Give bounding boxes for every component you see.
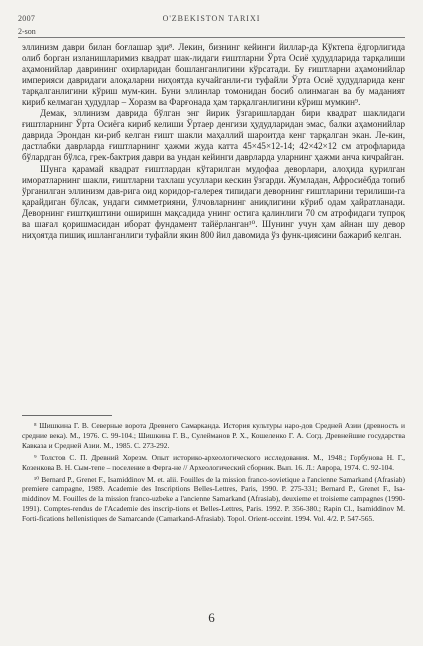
paragraph-1: эллинизм даври билан боғлашар эди⁸. Лекин, бизнинг кейинги йиллар-да Кўктепа ёдгорлигида олиб борган изланишларимиз квадрат шак-лидаги ғиштларни Ўрта Осиё ҳудудларида тарқалиши аҳамонийлар даврининг охирларидан бошланганлигини кўрсатади. Бу ғиштларни аҳамонийлар империяси давридаги алоқаларни ниҳоятда кучайганли-ги туфайли Ўрта Осиё ҳудудларида кенг тарқалганлигини кўриш мум-кин. Буни эллинлар томонидан босиб олинмаган ва бу маданият кириб келмаган ҳудудлар – Хоразм ва Фарғонада ҳам тарқалганлигини кўриш мумкин⁹. xyxy=(22,42,405,108)
header-issue: 2-son xyxy=(18,27,36,36)
header-rule xyxy=(18,37,405,38)
header-year: 2007 xyxy=(18,14,36,23)
header-journal-title: O'ZBEKISTON TARIXI xyxy=(162,14,261,23)
footnotes xyxy=(22,421,405,526)
page-number: 6 xyxy=(208,610,215,625)
footnote-8: ⁸ Шишкина Г. В. Северные ворота Древнего Самарканда. История культуры наро-дов Средней Азии (древность и средние века). М., 1976. С. 99-104.; Шишкина Г. В., Сулейманов Р. Х., Кошеленко Г. А. Согд. Древнейшие государства Кавказа и Средней Азии. М., 1985. С. 273-292. xyxy=(22,421,405,450)
paragraph-3: Шунга қарамай квадрат ғиштлардан кўтарилган мудофаа деворлари, алоҳида қурилган иморатларнинг шакли, ғиштларни тахлаш усуллари кескин ўзгарди. Жумладан, Афросиёбда топиб ўрганилган эллинизм дав-рига оид коридор-галерея типидаги деворнинг ғиштларини терилиши-га қарайдиган бўлсак, ундаги симметрияни, ўлчовларнинг аниқлигини кўриб одам ҳайратланади. Деворнинг ғиштқиштини оширишн мақсадида унинг остига қалинлиги 70 см атрофидаги тупроқ ва шағал қоришмасидан иборат фундамент тайёрланган¹⁰. Шунинг учун ҳам айнан шу девор ниҳоятда пишиқ ишланганлиги туфайли якин 800 йил давомида ўз функ-циясини бажариб келган. xyxy=(22,163,405,240)
footnote-rule xyxy=(22,415,112,416)
article-body xyxy=(22,42,405,241)
footnote-10: ¹⁰ Bernard P., Grenet F., Isamiddinov M. et. alii. Fouilles de la mission franco-sovietique a l'ancienne Samarkand (Afrasiab) premiere campagne, 1989. Academie des Inscriptions Belles-Lettres, Paris, 1990. P. 275-331; Bernard P., Grenet F., Isa-middinov M. Fouilles de la mission franco-uzbeke a l'ancienne Samarkand (Afrasiab), deuxieme et troisieme campagnes (1990-1991). Comptes-rendus de l'Academie des inscrip-tions et Belles-Lettres, Paris. 1992. P. 356-380.; Rapin Cl., Isamiddinov M. Forti-fications hellenistiques de Samarcande (Camarkand-Afrasiab). Topol. Orient-occeint. 1994. Vol. 4/2. P. 547-565. xyxy=(22,474,405,524)
footnote-9: ⁹ Толстов С. П. Древний Хорезм. Опыт историко-археологического исследования. М., 1948.; Горбунова Н. Г., Козенкова В. Н. Сым-тепе – поселение в Ферга-не // Археологический сборник. Вып. 16. Л.: Аврора, 1974. С. 92-104. xyxy=(22,452,405,472)
paragraph-2: Демак, эллинизм даврида бўлган энг йирик ўзгаришлардан бири квадрат шаклидаги ғиштларнинг Ўрта Осиёга кириб келиши Ўртаер денгизи ҳудудларидан эмас, балки аҳамонийлар даврида Эрондан ки-риб келган ғишт шакли маҳаллий шароитда кенг тарқалган экан. Ле-кин, дастлабки даврларда ғиштларнинг ҳажми жуда катта 45×45×12-14; 42×42×12 см атрофларида бўлардган бўлса, грек-бактрия даври ва ундан кейинги даврларда уларнинг ҳажми анча кичрайган. xyxy=(22,108,405,163)
